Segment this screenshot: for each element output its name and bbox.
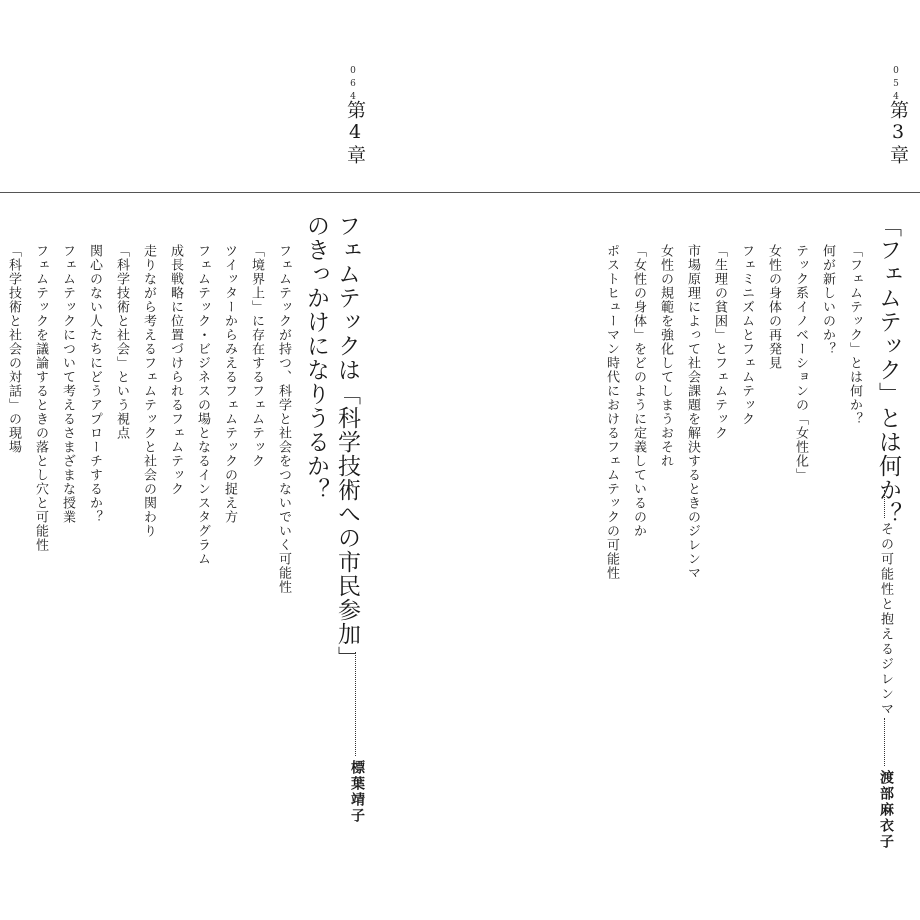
toc-item[interactable]: 何が新しいのか？: [820, 244, 835, 356]
subtitle-leader-dots: [884, 718, 885, 766]
author-leader-dots: [355, 652, 356, 756]
chapter-4-toc: [0, 244, 297, 624]
chapter-3-toc: [598, 244, 868, 624]
chapter-4-title-line1: フェムテックは「科学技術への市民参加」: [334, 214, 360, 670]
page-number-064: 064: [348, 66, 358, 105]
toc-item[interactable]: 走りながら考えるフェムテックと社会の関わり: [141, 244, 156, 538]
toc-item[interactable]: テック系イノベーションの「女性化」: [793, 244, 808, 482]
toc-item[interactable]: 市場原理によって社会課題を解決するときのジレンマ: [685, 244, 700, 580]
chapter-4-title-block: [300, 214, 362, 674]
toc-item[interactable]: 女性の身体の再発見: [766, 244, 781, 370]
toc-item[interactable]: 「科学技術と社会の対話」の現場: [6, 244, 21, 454]
chapter-3-subtitle: その可能性と抱えるジレンマ: [878, 522, 893, 717]
toc-item[interactable]: 関心のない人たちにどうアプローチするか？: [87, 244, 102, 524]
toc-item[interactable]: フェムテックについて考えるさまざまな授業: [60, 244, 75, 524]
toc-item[interactable]: フェムテックが持つ、科学と社会をつないでいく可能性: [276, 244, 291, 594]
toc-item[interactable]: ポストヒューマン時代におけるフェムテックの可能性: [604, 244, 619, 580]
chapter-4-label: 第4章: [344, 100, 366, 166]
title-leader-dots: [884, 490, 885, 518]
section-divider-rule: [0, 192, 920, 193]
toc-item[interactable]: 「フェムテック」とは何か？: [847, 244, 862, 426]
chapter-4-title-line2: のきっかけになりうるか？: [303, 214, 329, 502]
chapter-3-label: 第3章: [887, 100, 909, 166]
toc-item[interactable]: 「生理の貧困」とフェムテック: [712, 244, 727, 440]
toc-item[interactable]: 「女性の身体」をどのように定義しているのか: [631, 244, 646, 538]
chapter-3-title: 「フェムテック」とは何か？: [875, 214, 901, 526]
toc-item[interactable]: 成長戦略に位置づけられるフェムテック: [168, 244, 183, 496]
toc-item[interactable]: フェムテック・ビジネスの場となるインスタグラム: [195, 244, 210, 566]
toc-item[interactable]: 「科学技術と社会」という視点: [114, 244, 129, 440]
chapter-4-author: 標葉靖子: [349, 760, 365, 824]
chapter-3-author: 渡部麻衣子: [878, 770, 894, 850]
toc-item[interactable]: 女性の規範を強化してしまうおそれ: [658, 244, 673, 468]
page-number-054: 054: [891, 66, 901, 105]
toc-item[interactable]: フェムテックを議論するときの落とし穴と可能性: [33, 244, 48, 552]
toc-item[interactable]: ツイッターからみえるフェムテックの捉え方: [222, 244, 237, 524]
toc-item[interactable]: 「境界上」に存在するフェムテック: [249, 244, 264, 468]
toc-item[interactable]: フェミニズムとフェムテック: [739, 244, 754, 426]
